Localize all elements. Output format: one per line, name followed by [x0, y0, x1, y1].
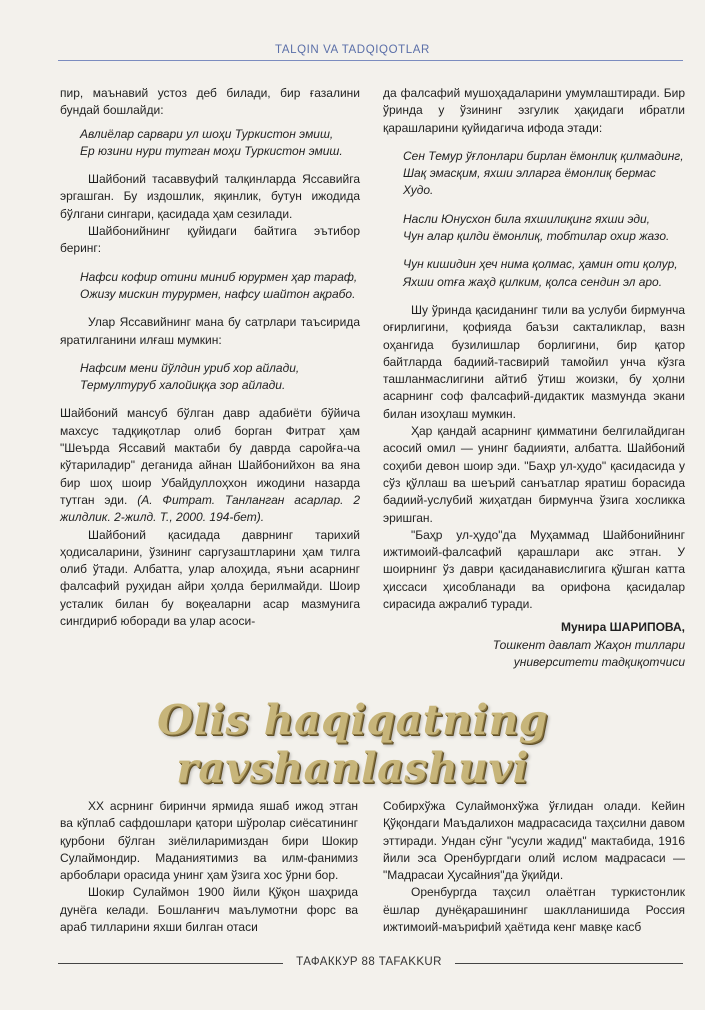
- footer-divider-right: [455, 963, 683, 964]
- footer-divider-left: [58, 963, 283, 964]
- verse-line: Нафсим мени йўлдин уриб хор айлади,: [80, 360, 300, 375]
- paragraph: Шайбонийнинг қуйидаги байтига эътибор беринг:: [60, 224, 360, 256]
- section-header: TALQIN VA TADQIQOTLAR: [275, 44, 430, 56]
- author-affiliation: Тошкент давлат Жаҳон тиллари: [492, 637, 685, 652]
- verse-line: Сен Темур ўғлонлари бирлан ёмонлиқ қилмадинг,: [403, 148, 684, 163]
- verse-line: Ожизу мискин турурмен, нафсу шайтон ақрабо.: [80, 286, 356, 301]
- citation: (А. Фитрат. Танланган асарлар. 2 жилдлик. 2-жилд. Т., 2000. 194-бет).: [60, 492, 361, 525]
- paragraph: Шокир Сулаймон 1900 йили Қўқон шаҳрида дунёга келади. Бошланғич маълумотни форс ва араб тилларини яхши билган отаси: [60, 885, 358, 935]
- paragraph: [60, 405, 360, 526]
- paragraph: Улар Яссавийнинг мана бу сатрлари таъсирида яратилганини илғаш мумкин:: [60, 315, 360, 347]
- paragraph: "Баҳр ул-ҳудо"да Муҳаммад Шайбонийнинг ижтимоий-фалсафий қарашлари акс этган. У шоирнинг ўз даври қасиданавислигига қўшган катта ҳиссаси ҳисобланади ва орифона қасидалар сирасида ажралиб туради.: [383, 527, 685, 612]
- paragraph: пир, маънавий устоз деб билади, бир ғазалини бундай бошлайди:: [60, 86, 360, 118]
- verse-line: Насли Юнусхон била яхшилиқинг яхши эди,: [403, 211, 651, 226]
- article2-right-column: [383, 798, 685, 936]
- left-column: [60, 85, 360, 630]
- paragraph: Ҳар қандай асарнинг қимматини белгилайдиган асосий омил — унинг бадиияти, албатта. Шайбоний соҳиби девон шоир эди. "Баҳр ул-ҳудо" қасидасида у сўз қўллаш ва шеърий санъатлар яратиш борасида бадиий-услубий жиҳатдан бирмунча ўзига хосликка эришган.: [383, 424, 685, 525]
- paragraph: XX асрнинг биринчи ярмида яшаб ижод этган ва кўплаб сафдошлари қатори шўролар сиёсатининг қурбони бўлган зиёлиларимиздан бири Шокир Сулаймондир. Маданиятимиз ва илм-фанимиз арбоблари орасида унинг ҳам ўзига хос ўрни бор.: [60, 799, 358, 883]
- verse-line: Шақ эмасқим, яхши элларга ёмонлиқ бермас Худо.: [403, 166, 656, 198]
- verse-line: Авлиёлар сарвари ул шоҳи Туркистон эмиш,: [80, 126, 334, 141]
- author-affiliation: университети тадқиқотчиси: [513, 654, 685, 669]
- verse-line: Яхши отға жаҳд қилким, қолса сендин эл аро.: [403, 274, 663, 289]
- paragraph: Шайбоний тасаввуфий талқинларда Яссавийга эргашган. Бу издошлик, яқинлик, бутун ижодида бўлгани сингари, қасидада ҳам сезилади.: [60, 172, 360, 221]
- verse-line: Термултуруб халойиққа зор айлади.: [80, 378, 286, 393]
- verse-line: Чун кишидин ҳеч нима қолмас, ҳамин оти қолур,: [403, 257, 678, 272]
- paragraph: Шайбоний қасидада даврнинг тарихий ҳодисаларини, ўзининг саргузаштларини ҳам тилга олиб ўтади. Албатта, улар алоҳида, яъни асарнинг фалсафий руҳидан айри ҳолда берилмайди. Шоир усталик билан бу воқеаларни асар мазмунига сингдириб юборади ва улар асоси-: [60, 527, 360, 629]
- verse-line: Ер юзини нури тутган моҳи Туркистон эмиш.: [80, 143, 343, 158]
- author-name: Мунира ШАРИПОВА,: [560, 620, 685, 635]
- paragraph: Шу ўринда қасиданинг тили ва услуби бирмунча оғирлигини, қофияда баъзи сакталиклар, вазн оҳангида бузилишлар борлигини, бир қатор байтларда бадиий-тасвирий тамойил унча кўзга ташланмаслигини айтиб ўтиш жоизки, бу ҳолни асарнинг соф фалсафий-дидактик мазмунда экани билан изоҳлаш мумкин.: [383, 302, 685, 421]
- page-footer: ТАФАККУР 88 TAFAKKUR: [296, 956, 442, 968]
- article2-left-column: [60, 798, 358, 936]
- verse-line: Нафси кофир отини миниб юрурмен ҳар тараф,: [80, 269, 358, 284]
- header-divider: [58, 60, 683, 61]
- paragraph: Оренбургда таҳсил олаётган туркистонлик ёшлар дунёқарашининг шаклланишида Россия ижтимоий-маърифий ҳаётида кенг мавқе касб: [383, 885, 685, 935]
- paragraph: Собирхўжа Сулаймонхўжа ўғлидан олади. Кейин Қўқондаги Маъдалихон мадрасасида таҳсилни давом эттиради. Ундан сўнг "усули жадид" мактабида, 1916 йили эса Оренбургдаги олий ислом мадрасаси — "Мадрасаи Ҳусайния"да ўқийди.: [383, 799, 685, 883]
- right-column: [383, 85, 685, 671]
- paragraph: да фалсафий мушоҳадаларини умумлаштиради. Бир ўринда у ўзининг эзгулик ҳақидаги ибратли қарашларини қуйидагича ифода этади:: [383, 86, 685, 135]
- article-title: Olis haqiqatning ravshanlashuvi: [157, 696, 548, 792]
- verse-line: Чун алар қилди ёмонлиқ, тобтилар охир жазо.: [403, 229, 670, 244]
- paragraph-text: Шайбоний мансуб бўлган давр адабиёти бўйича махсус тадқиқотлар олиб борган Фитрат ҳам "Шеърда Яссавий мактаби бу даврда саройға-ча кўтариладир" деганида айнан Шайбонийхон ва яна бир шоҳ шоир Убайдуллоҳхон ижодини назарда тутган эди.: [60, 406, 360, 507]
